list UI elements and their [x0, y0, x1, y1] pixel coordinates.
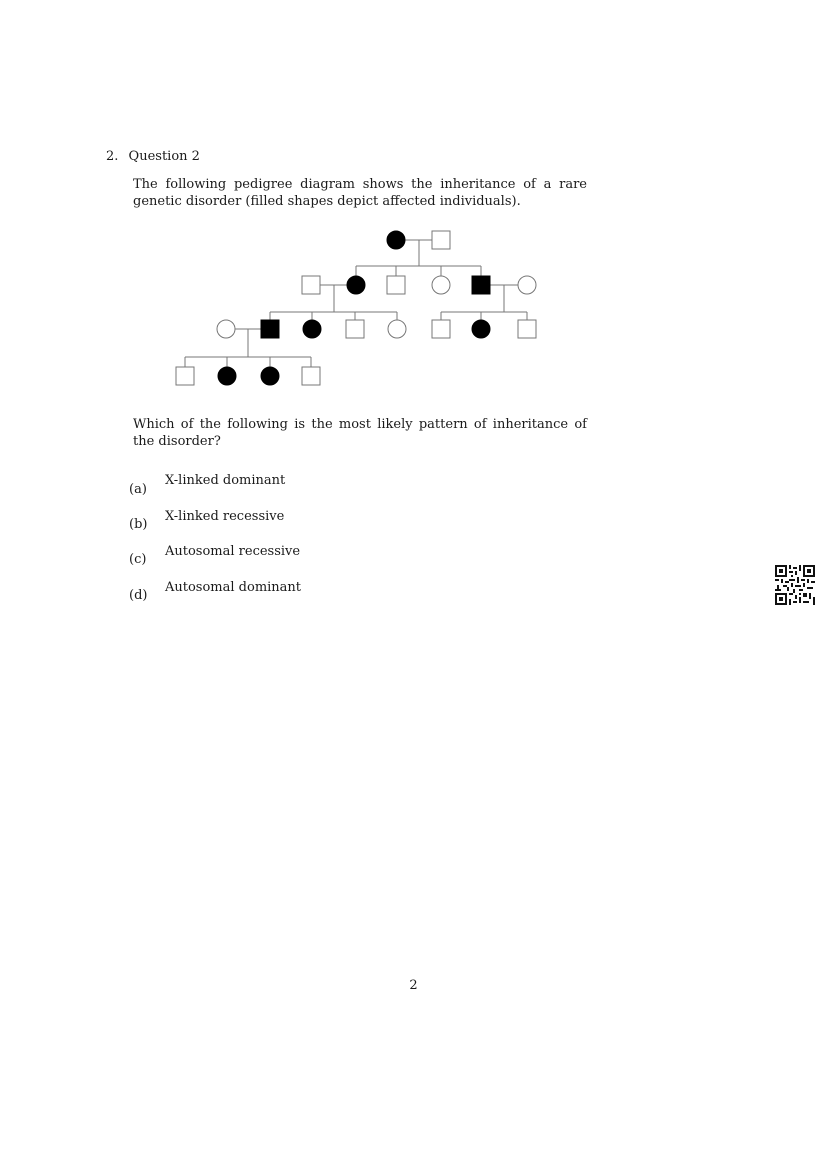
gen3-male-unaffected	[432, 320, 450, 338]
gen3-male-unaffected	[518, 320, 536, 338]
gen4-male-unaffected	[176, 367, 194, 385]
gen2-male-unaffected	[387, 276, 405, 294]
gen3-male-affected	[261, 320, 279, 338]
option-b-text: X-linked recessive	[165, 509, 285, 524]
page-number: 2	[409, 978, 418, 993]
gen3-male-unaffected	[346, 320, 364, 338]
question-prompt: The following pedigree diagram shows the inheritance of a rare genetic disorder (filled shapes depict affected individuals).	[133, 177, 587, 209]
option-a-text: X-linked dominant	[165, 473, 286, 488]
option-d-text: Autosomal dominant	[165, 580, 302, 595]
gen2-male-affected	[472, 276, 490, 294]
qr-code	[775, 565, 815, 605]
question-ask: Which of the following is the most likely pattern of inheritance of the disorder?	[133, 417, 587, 449]
gen2-female-unaffected	[432, 276, 450, 294]
gen3-female-unaffected	[388, 320, 406, 338]
gen4-female-affected	[261, 367, 279, 385]
gen2-male-unaffected	[302, 276, 320, 294]
gen4-female-affected	[218, 367, 236, 385]
question-heading	[106, 149, 200, 164]
gen1-male-unaffected	[432, 231, 450, 249]
question-number: 2.	[106, 149, 119, 164]
gen2-female-affected	[347, 276, 365, 294]
gen1-female-affected	[387, 231, 405, 249]
option-c-letter: (c)	[129, 552, 147, 567]
pedigree-diagram	[170, 225, 550, 395]
option-c-text: Autosomal recessive	[165, 544, 301, 559]
gen3-female-unaffected	[217, 320, 235, 338]
option-d-letter: (d)	[129, 588, 148, 603]
option-b-letter: (b)	[129, 517, 148, 532]
pedigree-lines	[185, 240, 527, 376]
gen4-male-unaffected	[302, 367, 320, 385]
gen3-female-affected	[303, 320, 321, 338]
option-a-letter: (a)	[129, 482, 147, 497]
question-title: Question 2	[128, 149, 200, 164]
gen2-female-unaffected	[518, 276, 536, 294]
gen3-female-affected	[472, 320, 490, 338]
